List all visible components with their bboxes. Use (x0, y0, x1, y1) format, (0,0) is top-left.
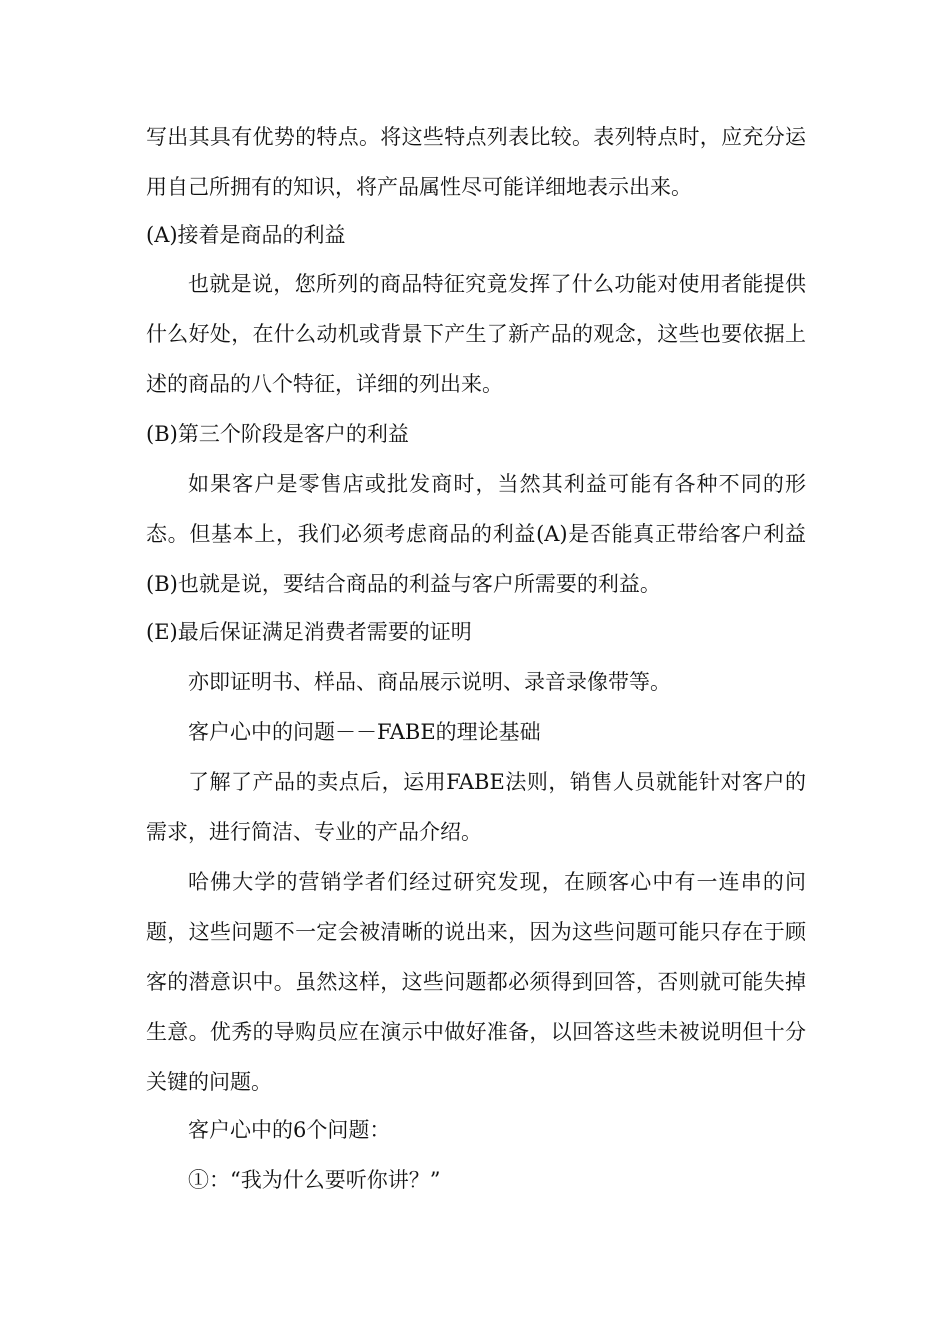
list-item: ①：“我为什么要听你讲？” (188, 1168, 441, 1192)
body-paragraph: 如果客户是零售店或批发商时，当然其利益可能有各种不同的形态。但基本上，我们必须考虑商品的利益(A)是否能真正带给客户利益(B)也就是说，要结合商品的利益与客户所需要的利益。 (146, 472, 806, 596)
body-paragraph: 哈佛大学的营销学者们经过研究发现，在顾客心中有一连串的问题，这些问题不一定会被清晰的说出来，因为这些问题可能只存在于顾客的潜意识中。虽然这样，这些问题都必须得到回答，否则就可能失掉生意。优秀的导购员应在演示中做好准备，以回答这些未被说明但十分关键的问题。 (146, 870, 806, 1094)
body-paragraph: 写出其具有优势的特点。将这些特点列表比较。表列特点时，应充分运用自己所拥有的知识，将产品属性尽可能详细地表示出来。 (146, 125, 806, 199)
subsection-heading: 客户心中的问题－－FABE的理论基础 (188, 720, 541, 744)
body-paragraph: 也就是说，您所列的商品特征究竟发挥了什么功能对使用者能提供什么好处，在什么动机或背景下产生了新产品的观念，这些也要依据上述的商品的八个特征，详细的列出来。 (146, 272, 806, 396)
body-paragraph: 亦即证明书、样品、商品展示说明、录音录像带等。 (188, 670, 671, 694)
body-paragraph: 了解了产品的卖点后，运用FABE法则，销售人员就能针对客户的需求，进行简洁、专业的产品介绍。 (146, 770, 806, 844)
section-heading-b: (B)第三个阶段是客户的利益 (146, 422, 409, 446)
list-intro: 客户心中的6个问题： (188, 1118, 391, 1142)
section-heading-a: (A)接着是商品的利益 (146, 223, 346, 247)
section-heading-e: (E)最后保证满足消费者需要的证明 (146, 620, 472, 644)
